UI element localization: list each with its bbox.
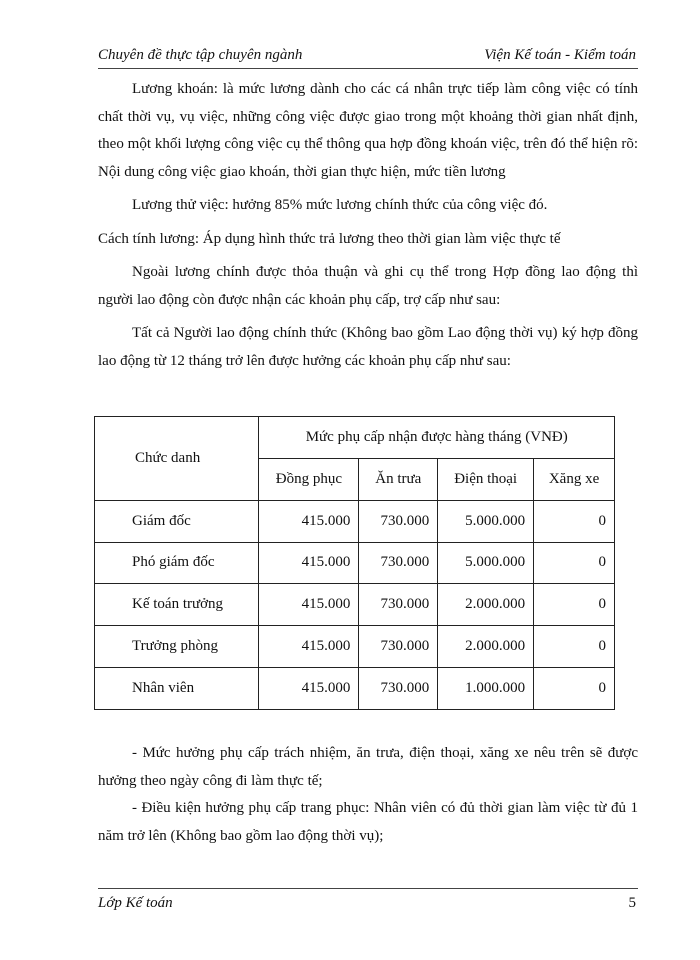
row-title: Nhân viên — [95, 668, 259, 710]
cell-lunch: 730.000 — [359, 500, 438, 542]
cell-uniform: 415.000 — [259, 626, 359, 668]
row-title: Kế toán trưởng — [95, 584, 259, 626]
notes — [98, 740, 638, 850]
cell-uniform: 415.000 — [259, 584, 359, 626]
header-institute: Viện Kế toán - Kiểm toán — [484, 47, 636, 63]
table-row — [95, 668, 615, 710]
paragraph-luong-thu-viec: Lương thử việc: hưởng 85% mức lương chính thức của công việc đó. — [132, 197, 548, 213]
row-title: Giám đốc — [95, 500, 259, 542]
cell-phone: 1.000.000 — [438, 668, 534, 710]
cell-phone: 2.000.000 — [438, 584, 534, 626]
table-row — [95, 584, 615, 626]
table-row — [95, 500, 615, 542]
cell-phone: 5.000.000 — [438, 542, 534, 584]
cell-uniform: 415.000 — [259, 542, 359, 584]
cell-lunch: 730.000 — [359, 668, 438, 710]
table-row — [95, 542, 615, 584]
paragraph-phu-cap-conditions: Tất cả Người lao động chính thức (Không bao gồm Lao động thời vụ) ký hợp đồng lao động từ 12 tháng trở lên được hưởng các khoản phụ cấp như sau: — [98, 325, 638, 369]
cell-lunch: 730.000 — [359, 584, 438, 626]
header-allowance-group: Mức phụ cấp nhận được hàng tháng (VNĐ) — [259, 417, 615, 459]
cell-uniform: 415.000 — [259, 500, 359, 542]
table-header-row — [95, 417, 615, 459]
cell-lunch: 730.000 — [359, 542, 438, 584]
header-fuel: Xăng xe — [534, 458, 615, 500]
page-footer — [98, 888, 638, 919]
paragraph-cach-tinh-luong: Cách tính lương: Áp dụng hình thức trả lương theo thời gian làm việc thực tế — [98, 230, 561, 247]
cell-phone: 5.000.000 — [438, 500, 534, 542]
paragraph-phu-cap-intro: Ngoài lương chính được thỏa thuận và ghi cụ thể trong Hợp đồng lao động thì người lao động còn được nhận các khoản phụ cấp, trợ cấp như sau: — [98, 264, 638, 308]
paragraph-luong-khoan: Lương khoán: là mức lương dành cho các cá nhân trực tiếp làm công việc có tính chất thời vụ, vụ việc, những công việc được giao trong một khoảng thời gian nhất định, theo một khối lượng công việc cụ thể thông qua hợp đồng khoán việc, trên đó thể hiện rõ: Nội dung công việc giao khoán, thời gian thực hiện, mức tiền lương — [98, 81, 638, 180]
cell-phone: 2.000.000 — [438, 626, 534, 668]
cell-fuel: 0 — [534, 542, 615, 584]
cell-fuel: 0 — [534, 626, 615, 668]
page-header — [98, 42, 638, 69]
cell-lunch: 730.000 — [359, 626, 438, 668]
body-text — [98, 76, 638, 375]
table-row — [95, 626, 615, 668]
cell-fuel: 0 — [534, 500, 615, 542]
row-title: Phó giám đốc — [95, 542, 259, 584]
header-job-title: Chức danh — [95, 417, 259, 501]
allowance-table — [94, 416, 615, 710]
header-lunch: Ăn trưa — [359, 458, 438, 500]
bullet-uniform-condition: - Điều kiện hưởng phụ cấp trang phục: Nhân viên có đủ thời gian làm việc từ đủ 1 năm trở lên (Không bao gồm lao động thời vụ); — [98, 800, 638, 844]
footer-class-name: Lớp Kế toán — [98, 895, 173, 911]
cell-uniform: 415.000 — [259, 668, 359, 710]
page-number: 5 — [628, 895, 636, 911]
row-title: Trưởng phòng — [95, 626, 259, 668]
header-uniform: Đồng phục — [259, 458, 359, 500]
cell-fuel: 0 — [534, 668, 615, 710]
header-title: Chuyên đề thực tập chuyên ngành — [98, 47, 303, 63]
header-phone: Điện thoại — [438, 458, 534, 500]
cell-fuel: 0 — [534, 584, 615, 626]
bullet-allowance-workdays: - Mức hưởng phụ cấp trách nhiệm, ăn trưa, điện thoại, xăng xe nêu trên sẽ được hưởng theo ngày công đi làm thực tế; — [98, 745, 638, 789]
